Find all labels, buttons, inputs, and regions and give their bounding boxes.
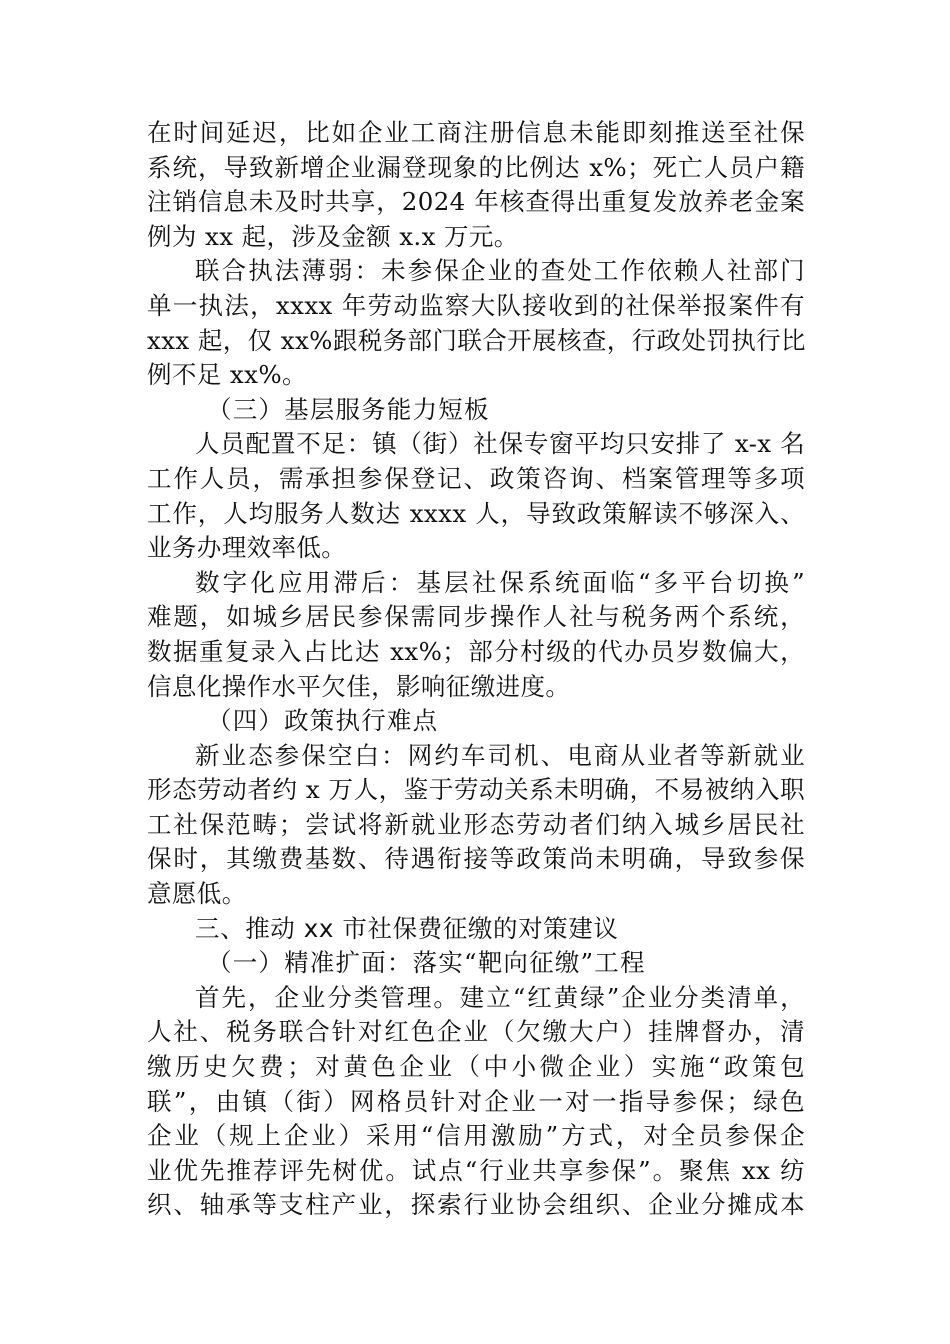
- text-line: 缴历史欠费；对黄色企业（中小微企业）实施“政策包: [147, 1052, 805, 1082]
- text-line: 织、轴承等支柱产业，探索行业协会组织、企业分摊成本: [147, 1190, 805, 1220]
- text-line: 系统，导致新增企业漏登现象的比例达 x%；死亡人员户籍: [147, 152, 805, 182]
- document-body: [147, 116, 805, 1223]
- text-line: 例为 xx 起，涉及金额 x.x 万元。: [147, 221, 519, 251]
- text-line: 注销信息未及时共享，2024 年核查得出重复发放养老金案: [147, 187, 805, 217]
- text-line: 企业（规上企业）采用“信用激励”方式，对全员参保企: [147, 1121, 805, 1151]
- text-line: 工社保范畴；尝试将新就业形态劳动者们纳入城乡居民社: [147, 809, 805, 839]
- paragraph-joint-enforcement: [147, 254, 805, 392]
- paragraph-continued-data-sharing: [147, 116, 805, 254]
- text-line: 首先，企业分类管理。建立“红黄绿”企业分类清单，: [195, 982, 805, 1012]
- paragraph-digitalization: [147, 566, 805, 704]
- text-line: 业务办理效率低。: [147, 533, 347, 563]
- text-line: xxx 起，仅 xx%跟税务部门联合开展核查，行政处罚执行比: [147, 325, 806, 355]
- text-line: 工作，人均服务人数达 xxxx 人，导致政策解读不够深入、: [147, 498, 805, 528]
- paragraph-staffing: [147, 427, 805, 565]
- section-heading-4: （四）政策执行难点: [207, 706, 439, 736]
- text-line: 难题，如城乡居民参保需同步操作人社与税务两个系统，: [147, 602, 805, 632]
- text-line: 数据重复录入占比达 xx%；部分村级的代办员岁数偏大，: [147, 636, 805, 666]
- text-line: 业优先推荐评先树优。试点“行业共享参保”。聚焦 xx 纺: [147, 1155, 805, 1185]
- text-line: 联合执法薄弱：未参保企业的查处工作依赖人社部门: [195, 256, 805, 286]
- section-heading-3: （三）基层服务能力短板: [207, 394, 490, 424]
- text-line: 人社、税务联合针对红色企业（欠缴大户）挂牌督办，清: [147, 1017, 805, 1047]
- chapter-heading-3: 三、推动 xx 市社保费征缴的对策建议: [195, 913, 619, 943]
- text-line: 联”，由镇（街）网格员针对企业一对一指导参保；绿色: [147, 1086, 805, 1116]
- text-line: 在时间延迟，比如企业工商注册信息未能即刻推送至社保: [147, 118, 805, 147]
- text-line: 新业态参保空白：网约车司机、电商从业者等新就业: [195, 740, 805, 770]
- paragraph-enterprise-classification: [147, 981, 805, 1223]
- paragraph-new-business-forms: [147, 739, 805, 912]
- text-line: 形态劳动者约 x 万人，鉴于劳动关系未明确，不易被纳入职: [147, 775, 805, 805]
- text-line: 人员配置不足：镇（街）社保专窗平均只安排了 x-x 名: [195, 429, 805, 459]
- text-line: 意愿低。: [147, 879, 247, 909]
- text-line: 工作人员，需承担参保登记、政策咨询、档案管理等多项: [147, 463, 805, 493]
- text-line: 单一执法，xxxx 年劳动监察大队接收到的社保举报案件有: [147, 290, 805, 320]
- text-line: 保时，其缴费基数、待遇衔接等政策尚未明确，导致参保: [147, 844, 805, 874]
- text-line: 信息化操作水平欠佳，影响征缴进度。: [147, 671, 571, 701]
- section-heading-1: （一）精准扩面：落实“靶向征缴”工程: [207, 948, 646, 978]
- text-line: 数字化应用滞后：基层社保系统面临“多平台切换”: [195, 567, 805, 597]
- text-line: 例不足 xx%。: [147, 360, 307, 390]
